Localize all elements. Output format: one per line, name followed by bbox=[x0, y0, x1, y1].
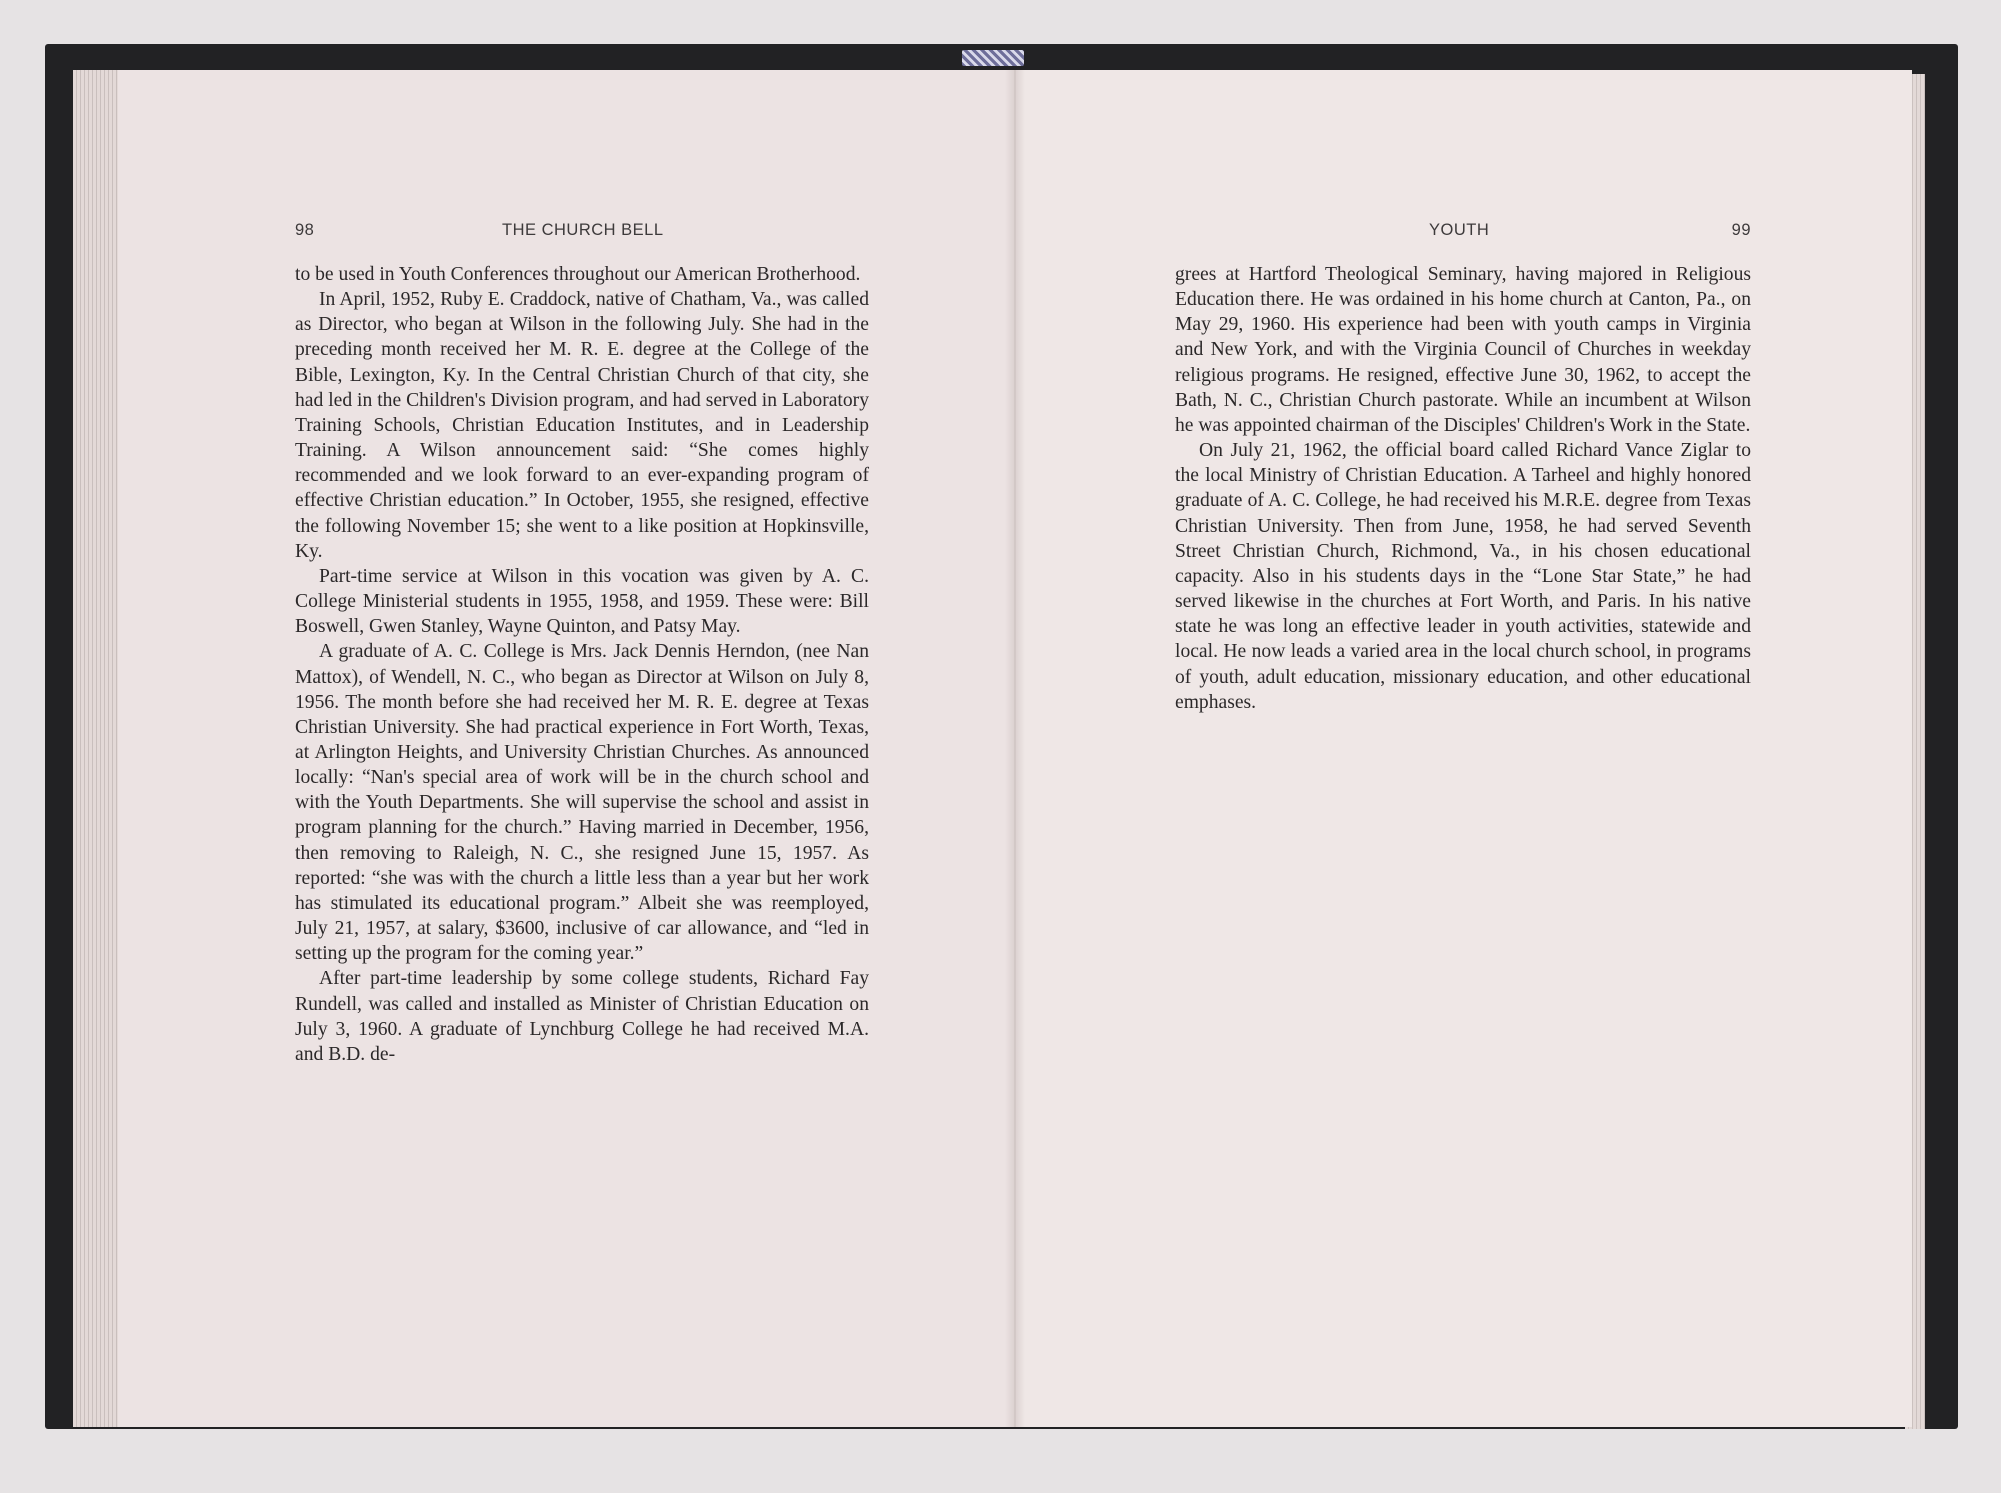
book-gutter bbox=[1005, 70, 1025, 1427]
paragraph: grees at Hartford Theological Seminary, having majored in Religious Education there. He was ordained in his home church at Canton, Pa., on May 29, 1960. His experience had been with youth camps in Virginia and New York, and with the Virginia Council of Churches in weekday religious programs. He resigned, effective June 30, 1962, to accept the Bath, N. C., Christian Church pastorate. While an incumbent at Wilson he was appointed chairman of the Disciples' Children's Work in the State. bbox=[1175, 264, 1751, 436]
left-page-number: 98 bbox=[295, 221, 315, 239]
left-running-header bbox=[295, 221, 869, 245]
paragraph: A graduate of A. C. College is Mrs. Jack Dennis Herndon, (nee Nan Mattox), of Wendell, N. C., who began as Director at Wilson on July 8, 1956. The month before she had received her M. R. E. degree at Texas Christian University. She had practical experience in Fort Worth, Texas, at Arlington Heights, and University Christian Churches. As announced locally: “Nan's special area of work will be in the church school and with the Youth Departments. She will supervise the school and assist in program planning for the church.” Having married in December, 1956, then removing to Raleigh, N. C., she resigned June 15, 1957. As reported: “she was with the church a little less than a year but her work has stimulated its educational program.” Albeit she was reemployed, July 21, 1957, at salary, $3600, inclusive of car allowance, and “led in setting up the program for the coming year.” bbox=[295, 641, 869, 965]
paragraph: to be used in Youth Conferences throughout our American Brotherhood. bbox=[295, 264, 861, 285]
right-text-column bbox=[1175, 262, 1751, 715]
right-page-number: 99 bbox=[1731, 221, 1751, 239]
paragraph: On July 21, 1962, the official board called Richard Vance Ziglar to the local Ministry of Christian Education. A Tarheel and highly honored graduate of A. C. College, he had received his M.R.E. degree from Texas Christian University. Then from June, 1958, he had served Seventh Street Christian Church, Richmond, Va., in his chosen educational capacity. Also in his students days in the “Lone Star State,” he had served likewise in the churches at Fort Worth, and Paris. In his native state he was long an effective leader in youth activities, statewide and local. He now leads a varied area in the local church school, in programs of youth, adult education, missionary education, and other educational emphases. bbox=[1175, 440, 1751, 713]
left-running-head-title: THE CHURCH BELL bbox=[502, 221, 664, 239]
right-running-head-title: YOUTH bbox=[1429, 221, 1490, 239]
paragraph: After part-time leadership by some college students, Richard Fay Rundell, was called and installed as Minister of Christian Education on July 3, 1960. A graduate of Lynchburg College he had received M.A. and B.D. de- bbox=[295, 968, 869, 1065]
right-running-header bbox=[1175, 221, 1751, 245]
paragraph: Part-time service at Wilson in this vocation was given by A. C. College Ministerial students in 1955, 1958, and 1959. These were: Bill Boswell, Gwen Stanley, Wayne Quinton, and Patsy May. bbox=[295, 565, 869, 638]
left-text-column bbox=[295, 262, 869, 1067]
paragraph: In April, 1952, Ruby E. Craddock, native of Chatham, Va., was called as Director, who began at Wilson in the following July. She had in the preceding month received her M. R. E. degree at the College of the Bible, Lexington, Ky. In the Central Christian Church of that city, she had led in the Children's Division program, and had served in Laboratory Training Schools, Christian Education Institutes, and in Leadership Training. A Wilson announcement said: “She comes highly recommended and we look forward to an ever-expanding program of effective Christian education.” In October, 1955, she resigned, effective the following November 15; she went to a like position at Hopkinsville, Ky. bbox=[295, 289, 869, 562]
bookmark-ribbon bbox=[962, 50, 1024, 66]
